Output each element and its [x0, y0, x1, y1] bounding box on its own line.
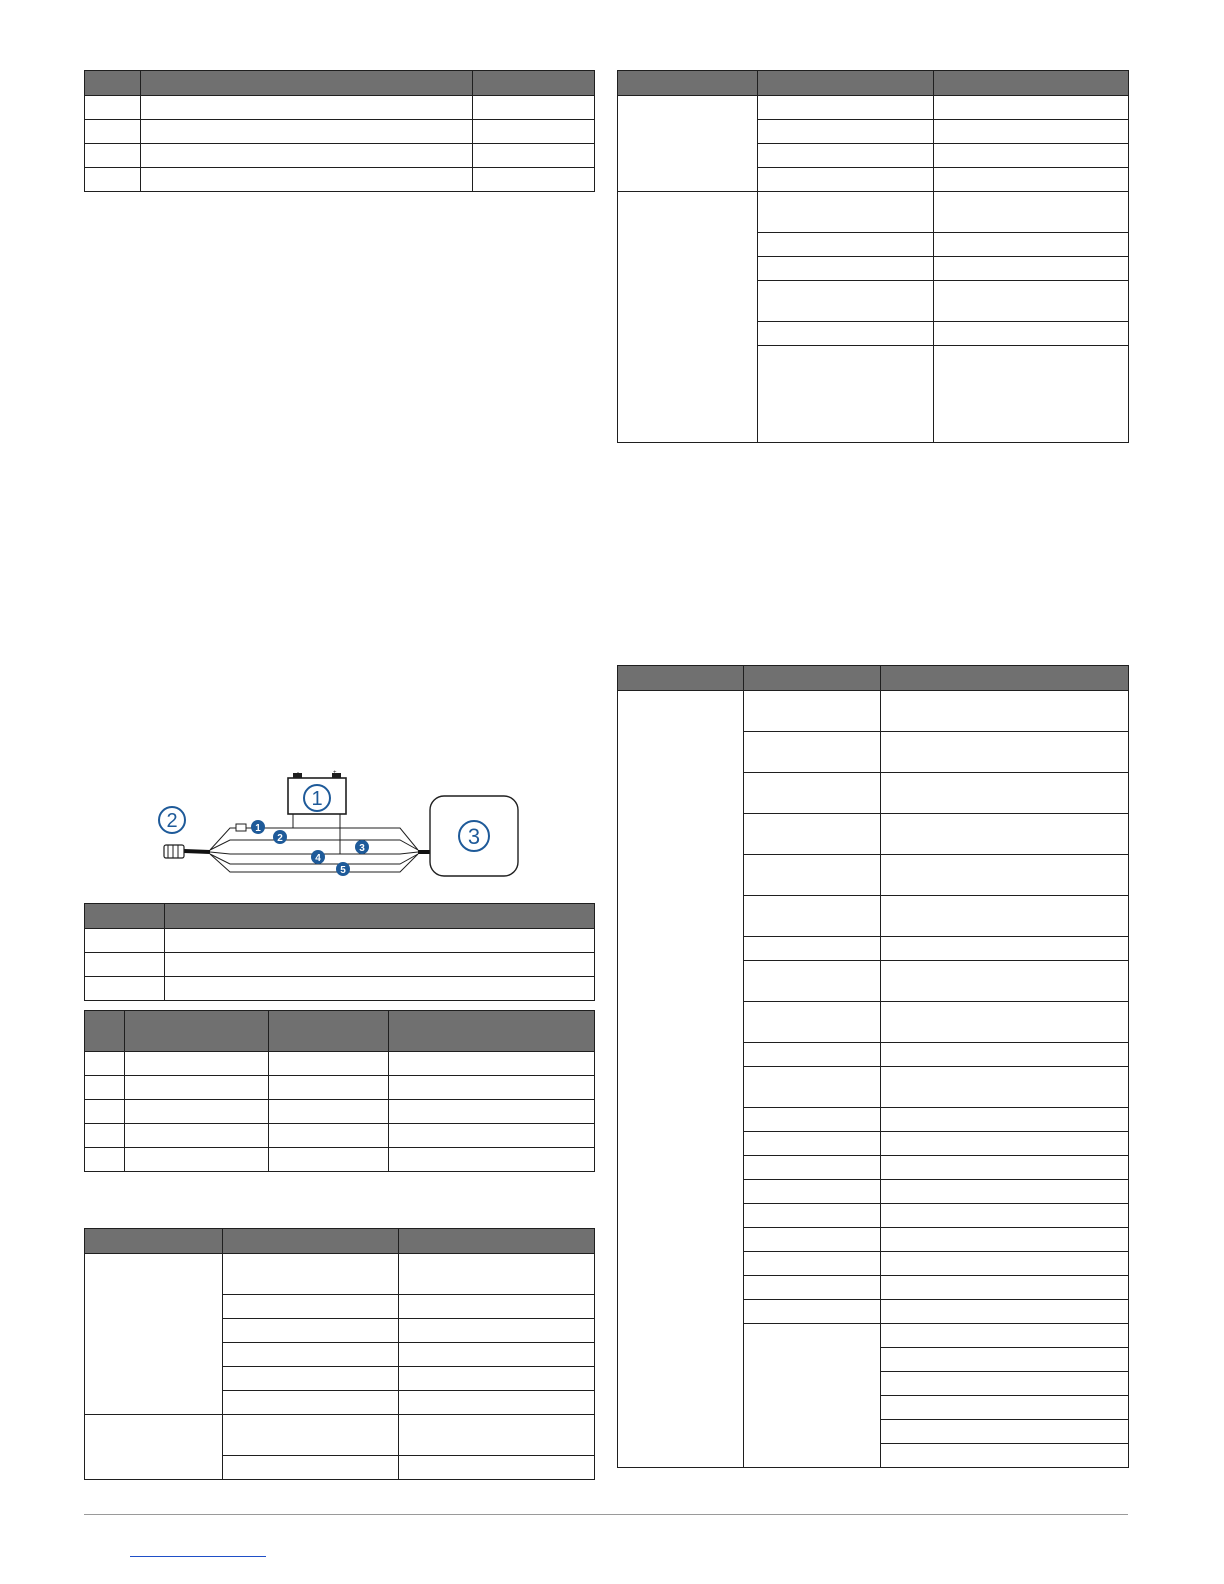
- svg-text:4: 4: [315, 853, 321, 864]
- table-row: [85, 144, 595, 168]
- table-f: [617, 665, 1129, 1468]
- table-b: [84, 903, 595, 1001]
- fuse-icon: [236, 824, 246, 831]
- connector-icon: [164, 845, 184, 858]
- table-row: [85, 929, 595, 953]
- table-a: [84, 70, 595, 192]
- table-row: [618, 691, 1129, 732]
- svg-text:5: 5: [340, 865, 346, 876]
- table-row: [618, 192, 1129, 233]
- callout-5: [336, 862, 350, 876]
- svg-text:2: 2: [166, 810, 178, 832]
- svg-text:2: 2: [277, 833, 283, 844]
- svg-text:1: 1: [311, 788, 323, 810]
- table-header-row: [85, 1011, 595, 1052]
- table-row: [85, 168, 595, 192]
- svg-text:-: -: [297, 770, 299, 776]
- footer-link-underline[interactable]: [130, 1556, 266, 1557]
- table-row: [85, 1254, 595, 1295]
- callout-2: [273, 830, 287, 844]
- callout-1: [251, 820, 265, 834]
- table-row: [85, 120, 595, 144]
- wire-harness: [210, 828, 418, 872]
- table-header-row: [618, 71, 1129, 96]
- table-row: [85, 1076, 595, 1100]
- wiring-diagram: [150, 768, 522, 880]
- table-row: [85, 1124, 595, 1148]
- table-d: [84, 1228, 595, 1480]
- svg-text:3: 3: [359, 843, 365, 854]
- table-row: [85, 1052, 595, 1076]
- svg-text:3: 3: [467, 824, 481, 849]
- callout-3: [355, 840, 369, 854]
- table-header-row: [85, 71, 595, 96]
- footer-divider: [84, 1514, 1128, 1515]
- table-row: [85, 953, 595, 977]
- table-header-row: [618, 666, 1129, 691]
- table-row: [85, 1100, 595, 1124]
- table-row: [85, 96, 595, 120]
- table-header-row: [85, 1229, 595, 1254]
- table-row: [618, 96, 1129, 120]
- svg-text:1: 1: [255, 823, 261, 834]
- table-c: [84, 1010, 595, 1172]
- table-row: [85, 1415, 595, 1456]
- svg-text:+: +: [333, 770, 337, 776]
- battery-icon: [288, 770, 346, 814]
- table-header-row: [85, 904, 595, 929]
- table-e: [617, 70, 1129, 443]
- table-row: [85, 1148, 595, 1172]
- device-box: [430, 796, 518, 876]
- table-row: [85, 977, 595, 1001]
- callout-4: [311, 850, 325, 864]
